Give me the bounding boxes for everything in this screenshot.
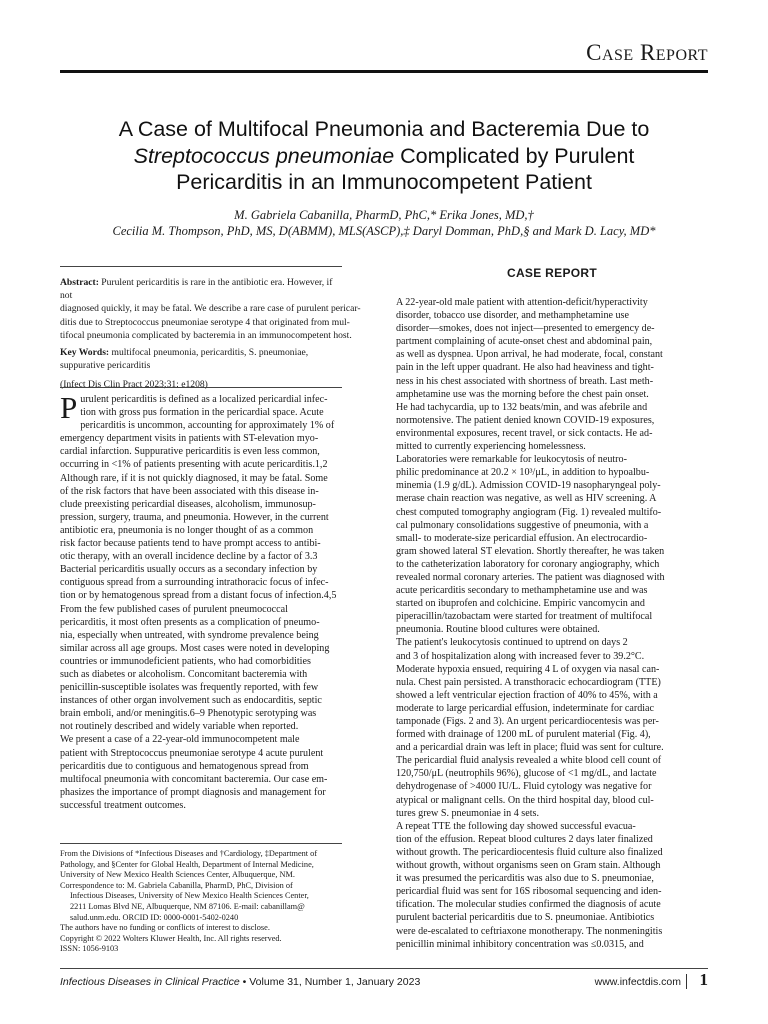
body-line: amphetamine use was the morning before the chest pain onset. xyxy=(396,388,649,400)
footnotes xyxy=(60,849,350,955)
footnote-line: University of New Mexico Health Sciences Center, Albuquerque, NM. xyxy=(60,870,295,880)
title-line-1: A Case of Multifocal Pneumonia and Bacteremia Due to xyxy=(118,117,650,141)
body-line: partment complaining of acute-onset chest and abdominal pain, xyxy=(396,336,653,348)
body-line: successful treatment outcomes. xyxy=(60,799,186,811)
body-line: of the risk factors that have been associated with this disease in- xyxy=(60,485,319,497)
body-line: formed with drainage of 1200 mL of purulent material (Fig. 4), xyxy=(396,729,651,741)
section-heading: Case Report xyxy=(586,40,708,65)
abstract-label: Abstract: xyxy=(60,277,99,288)
title-line-3: Pericarditis in an Immunocompetent Patient xyxy=(176,170,592,194)
body-line: disorder, tobacco use disorder, and methamphetamine use xyxy=(396,310,629,322)
keywords-label: Key Words: xyxy=(60,347,110,359)
body-line: risk factor because patients tend to have prompt access to antibi- xyxy=(60,538,321,550)
body-line: He had tachycardia, up to 132 beats/min, and was afebrile and xyxy=(396,401,648,413)
body-line: pain in the left upper quadrant. He also had heaviness and tight- xyxy=(396,362,654,374)
body-line: as well as dyspnea. Upon arrival, he had moderate, focal, constant xyxy=(396,349,663,361)
footnote-line: From the Divisions of *Infectious Diseases and †Cardiology, ‡Department of xyxy=(60,849,318,858)
body-line: Although rare, if it is not quickly diagnosed, it may be fatal. Some xyxy=(60,472,328,484)
abstract-line: ditis due to Streptococcus pneumoniae serotype 4 that originated from mul- xyxy=(60,316,350,328)
body-line: normotensive. The patient denied known COVID-19 exposures, xyxy=(396,414,655,426)
authors-line-2: Cecilia M. Thompson, PhD, MS, D(ABMM), MLS(ASCP),‡ Daryl Domman, PhD,§ and Mark D. Lacy, MD* xyxy=(112,223,656,238)
body-line: patient with Streptococcus pneumoniae serotype 4 acute purulent xyxy=(60,747,324,759)
body-line: tion of the effusion. Repeat blood cultures 2 days later finalized xyxy=(396,833,653,845)
journal-website: www.infectdis.com xyxy=(594,976,681,988)
body-line: pression, surgery, trauma, and pneumonia. However, in the current xyxy=(60,511,329,523)
body-line: instances of other organ involvement such as endocarditis, septic xyxy=(60,695,322,707)
body-line: From the few published cases of purulent pneumococcal xyxy=(60,603,288,615)
body-line: purulent bacterial pericarditis due to S. pneumoniae. Antibiotics xyxy=(396,912,655,924)
body-line: piperacillin/tazobactam were started for treatment of multifocal xyxy=(396,611,653,623)
body-line: mitted to currently experiencing homelessness. xyxy=(396,441,586,453)
body-line: tion or by hematogenous spread from a distant focus of infection.4,5 xyxy=(60,590,337,602)
body-line: clude preexisting pericardial diseases, alcoholism, immunosup- xyxy=(60,498,316,510)
body-line: ness in his chest associated with shortness of breath. Last meth- xyxy=(396,375,654,387)
body-line: nia, especially when untreated, with syndrome prevalence being xyxy=(60,629,319,641)
title-line-2 xyxy=(40,143,728,170)
citation: (Infect Dis Clin Pract 2023;31: e1208) xyxy=(60,379,208,391)
body-line: pneumonia. Routine blood cultures were obtained. xyxy=(396,624,600,636)
body-line: acute pericarditis secondary to methamphetamine use and was xyxy=(396,585,648,597)
body-line: moderate to large pericardial effusion, indeterminate for cardiac xyxy=(396,702,655,714)
body-line: not routinely described and widely variable when reported. xyxy=(60,721,299,733)
footnote-line: ISSN: 1056-9103 xyxy=(60,944,119,954)
body-line: and 3 of hospitalization along with increased fever to 39.2°C. xyxy=(396,650,645,662)
footnote-line: salud.unm.edu. ORCID ID: 0000-0001-5402-0240 xyxy=(70,912,239,922)
page-number: 1 xyxy=(699,970,708,989)
body-line: tures grew S. pneumoniae in 4 sets. xyxy=(396,807,539,819)
article-title xyxy=(40,116,728,196)
right-column-body xyxy=(396,296,708,951)
body-line: tification. The molecular studies confirmed the diagnosis of acute xyxy=(396,899,661,911)
body-line: minemia (1.9 g/dL). Admission COVID-19 nasopharyngeal poly- xyxy=(396,480,661,492)
title-organism: Streptococcus pneumoniae xyxy=(133,143,395,168)
abstract-line: diagnosed quickly, it may be fatal. We describe a rare case of purulent pericar- xyxy=(60,303,361,315)
body-line: tamponade (Figs. 2 and 3). An urgent pericardiocentesis was per- xyxy=(396,716,659,727)
author-list xyxy=(20,208,748,239)
body-line: such as diabetes or alcoholism. Concomitant bacteremia with xyxy=(60,668,308,680)
footnote-line: Copyright © 2022 Wolters Kluwer Health, Inc. All rights reserved. xyxy=(60,933,282,943)
left-column-body xyxy=(60,390,342,812)
body-line: showed a left ventricular ejection fraction of 40% to 45%, with a xyxy=(396,689,658,701)
body-line: phasizes the importance of prompt diagnosis and management for xyxy=(60,786,326,798)
body-line: pericarditis, it most often presents as a complication of pneumo- xyxy=(60,616,320,628)
body-line: nula. Chest pain persisted. A transthoracic echocardiogram (TTE) xyxy=(396,676,661,688)
body-line: without growth. The pericardiocentesis fluid culture also finalized xyxy=(396,846,663,858)
body-line: The patient's leukocytosis continued to uptrend on days 2 xyxy=(396,637,628,649)
body-line: started on ibuprofen and colchicine. Empiric vancomycin and xyxy=(396,598,645,610)
footnote-line: The authors have no funding or conflicts of interest to disclose. xyxy=(60,923,270,933)
drop-cap: P xyxy=(60,390,78,425)
body-line: without growth, without organisms seen on Gram stain. Although xyxy=(396,860,661,872)
body-line: revealed normal coronary arteries. The patient was diagnosed with xyxy=(396,571,665,583)
body-line: penicillin-susceptible isolates was frequently reported, with few xyxy=(60,682,319,694)
body-line: brain emboli, and/or meningitis.6–9 Phenotypic serotyping was xyxy=(60,708,317,720)
body-line: philic predominance at 20.2 × 10³/μL, in addition to hypoalbu- xyxy=(396,467,650,479)
body-line: A 22-year-old male patient with attention-deficit/hyperactivity xyxy=(396,297,648,308)
abstract-line: Purulent pericarditis is rare in the antibiotic era. However, if not xyxy=(60,277,333,302)
body-line: were de-escalated to ceftriaxone monotherapy. The nonmeningitis xyxy=(396,925,663,937)
body-line: antibiotic era, pneumonia is no longer thought of as a common xyxy=(60,524,314,536)
title-line-2-rest: Complicated by Purulent xyxy=(394,143,635,168)
abstract-bottom-rule xyxy=(60,387,342,388)
body-line: to the catheterization laboratory for coronary angiography, which xyxy=(396,558,660,570)
body-line: 120,750/μL (neutrophils 96%), glucose of <1 mg/dL, and lactate xyxy=(396,768,657,780)
body-line: We present a case of a 22-year-old immunocompetent male xyxy=(60,734,300,746)
body-line: Laboratories were remarkable for leukocytosis of neutro- xyxy=(396,454,627,466)
keywords-line: multifocal pneumonia, pericarditis, S. pneumoniae, xyxy=(109,347,309,359)
volume-info: • Volume 31, Number 1, January 2023 xyxy=(239,976,421,988)
header-rule xyxy=(60,70,708,73)
journal-name: Infectious Diseases in Clinical Practice xyxy=(60,976,240,988)
authors-line-1: M. Gabriela Cabanilla, PharmD, PhC,* Erika Jones, MD,† xyxy=(234,208,534,222)
body-line: otic therapy, with an overall incidence decline by a factor of 3.3 xyxy=(60,551,318,563)
footnote-rule xyxy=(60,843,342,844)
body-line: Moderate hypoxia ensued, requiring 4 L of oxygen via nasal can- xyxy=(396,663,660,675)
body-line: atypical or malignant cells. On the third hospital day, blood cul- xyxy=(396,794,654,806)
body-line: tion with gross pus formation in the pericardial space. Acute xyxy=(80,407,324,419)
body-line: contiguous spread from a surrounding intrathoracic focus of infec- xyxy=(60,577,329,589)
body-line: chest computed tomography angiogram (Fig. 1) revealed multifo- xyxy=(396,506,662,518)
body-line: cardial infarction. Suppurative pericarditis is even less common, xyxy=(60,446,320,458)
body-line: small- to moderate-size pericardial effusion. An electrocardio- xyxy=(396,532,648,544)
body-line: gram showed lateral ST elevation. Shortly thereafter, he was taken xyxy=(396,545,665,557)
abstract-line: tifocal pneumonia complicated by bacteremia in an immunocompetent host. xyxy=(60,329,352,341)
body-line: cal pulmonary consolidations suggestive of pneumonia, with a xyxy=(396,519,649,531)
abstract-top-rule xyxy=(60,266,342,267)
journal-footer xyxy=(60,976,420,988)
body-line: A repeat TTE the following day showed successful evacua- xyxy=(396,820,636,832)
body-line: merase chain reaction was negative, as well as HIV screening. A xyxy=(396,493,657,505)
body-line: environmental exposures, recent travel, or sick contacts. He ad- xyxy=(396,427,653,439)
body-line: pericarditis due to contiguous and hematogenous spread from xyxy=(60,760,309,772)
footnote-line: Correspondence to: M. Gabriela Cabanilla, PharmD, PhC, Division of xyxy=(60,880,293,890)
body-line: it was presumed the pericarditis was also due to S. pneumoniae, xyxy=(396,873,654,885)
footnote-line: 2211 Lomas Blvd NE, Albuquerque, NM 87106. E-mail: cabanillam@ xyxy=(70,901,305,911)
body-line: and a pericardial drain was left in place; fluid was sent for culture. xyxy=(396,742,664,754)
body-line: countries or immunodeficient patients, who had comorbidities xyxy=(60,655,311,667)
body-line: urulent pericarditis is defined as a localized pericardial infec- xyxy=(80,394,328,405)
keywords xyxy=(60,346,342,372)
body-line: disorder—smokes, does not inject—presented to emergency de- xyxy=(396,323,655,335)
body-line: pericarditis is uncommon, accounting for approximately 1% of xyxy=(80,420,335,432)
body-line: occurring in <1% of patients presenting with acute pericarditis.1,2 xyxy=(60,459,328,471)
footnote-line: Pathology, and §Center for Global Health, Department of Internal Medicine, xyxy=(60,859,314,869)
abstract xyxy=(60,276,361,392)
body-line: Bacterial pericarditis usually occurs as a secondary infection by xyxy=(60,564,318,576)
body-line: dehydrogenase of >4000 IU/L. Fluid cytology was negative for xyxy=(396,781,652,793)
keywords-line: suppurative pericarditis xyxy=(60,360,151,372)
footer-rule xyxy=(60,968,708,969)
case-report-heading: CASE REPORT xyxy=(507,266,597,280)
body-line: emergency department visits in patients with ST-elevation myo- xyxy=(60,433,319,445)
body-line: multifocal pneumonia with concomitant bacteremia. Our case em- xyxy=(60,773,328,785)
body-line: similar across all age groups. Most cases were noted in developing xyxy=(60,642,330,654)
page-divider xyxy=(686,974,687,989)
body-line: pericardial fluid was sent for 16S ribosomal sequencing and iden- xyxy=(396,886,662,898)
footnote-line: Infectious Diseases, University of New Mexico Health Sciences Center, xyxy=(70,891,309,901)
body-line: The pericardial fluid analysis revealed a white blood cell count of xyxy=(396,755,662,767)
body-line: penicillin minimal inhibitory concentration was ≤0.0315, and xyxy=(396,938,644,950)
abstract-text xyxy=(60,276,361,342)
